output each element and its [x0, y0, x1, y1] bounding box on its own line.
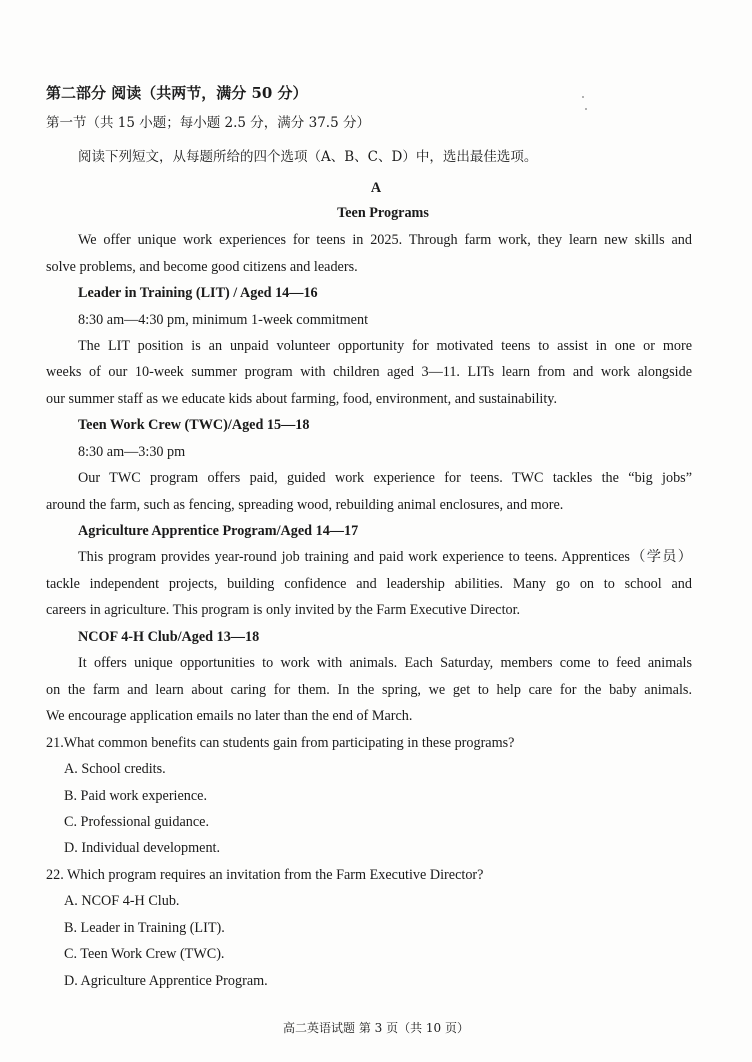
program-text-line: It offers unique opportunities to work with animals. Each Saturday, members come to feed animals: [78, 655, 692, 671]
program-hours: 8:30 am—4:30 pm, minimum 1-week commitment: [78, 312, 369, 328]
program-text-line: This program provides year-round job training and paid work experience to teens. Apprentices（学员）: [78, 549, 692, 565]
program-text-line: We encourage application emails no later than the end of March.: [46, 708, 413, 724]
passage-title: Teen Programs: [337, 205, 429, 221]
program-hours: 8:30 am—3:30 pm: [78, 444, 186, 460]
program-heading: Teen Work Crew (TWC)/Aged 15—18: [78, 417, 310, 433]
scan-speck: [582, 96, 584, 98]
question-stem: 22. Which program requires an invitation from the Farm Executive Director?: [46, 867, 484, 883]
scan-speck: [585, 108, 587, 110]
answer-option: C. Professional guidance.: [64, 814, 209, 830]
program-heading: NCOF 4-H Club/Aged 13—18: [78, 629, 260, 645]
answer-option: D. Agriculture Apprentice Program.: [64, 973, 268, 989]
intro-line: We offer unique work experiences for teens in 2025. Through farm work, they learn new skills and: [78, 232, 692, 248]
page-footer: 高二英语试题 第 3 页（共 10 页）: [283, 1021, 469, 1035]
program-text-line: careers in agriculture. This program is only invited by the Farm Executive Director.: [46, 602, 521, 618]
program-text-line: Our TWC program offers paid, guided work experience for teens. TWC tackles the “big jobs”: [78, 470, 692, 486]
program-heading: Agriculture Apprentice Program/Aged 14—17: [78, 523, 359, 539]
program-text-line: on the farm and learn about caring for them. In the spring, we get to help care for the baby animals.: [46, 682, 692, 698]
answer-option: B. Paid work experience.: [64, 788, 208, 804]
program-text-line: weeks of our 10-week summer program with children aged 3—11. LITs learn from and work alongside: [46, 364, 692, 380]
section-title: 第一节（共 15 小题；每小题 2.5 分，满分 37.5 分）: [46, 115, 370, 131]
part-title: 第二部分 阅读（共两节，满分 50 分）: [46, 84, 308, 102]
program-heading: Leader in Training (LIT) / Aged 14—16: [78, 285, 318, 301]
answer-option: B. Leader in Training (LIT).: [64, 920, 225, 936]
question-stem: 21.What common benefits can students gain from participating in these programs?: [46, 735, 515, 751]
answer-option: D. Individual development.: [64, 840, 221, 856]
answer-option: C. Teen Work Crew (TWC).: [64, 946, 225, 962]
answer-option: A. NCOF 4-H Club.: [64, 893, 180, 909]
instructions: 阅读下列短文，从每题所给的四个选项（A、B、C、D）中，选出最佳选项。: [78, 149, 538, 165]
answer-option: A. School credits.: [64, 761, 166, 777]
program-text-line: tackle independent projects, building confidence and leadership abilities. Many go on to school and: [46, 576, 692, 592]
program-text-line: The LIT position is an unpaid volunteer opportunity for motivated teens to assist in one or more: [78, 338, 692, 354]
program-text-line: our summer staff as we educate kids about farming, food, environment, and sustainability.: [46, 391, 558, 407]
passage-letter: A: [370, 180, 382, 196]
program-text-line: around the farm, such as fencing, spreading wood, rebuilding animal enclosures, and more.: [46, 497, 564, 513]
intro-line: solve problems, and become good citizens and leaders.: [46, 259, 358, 275]
